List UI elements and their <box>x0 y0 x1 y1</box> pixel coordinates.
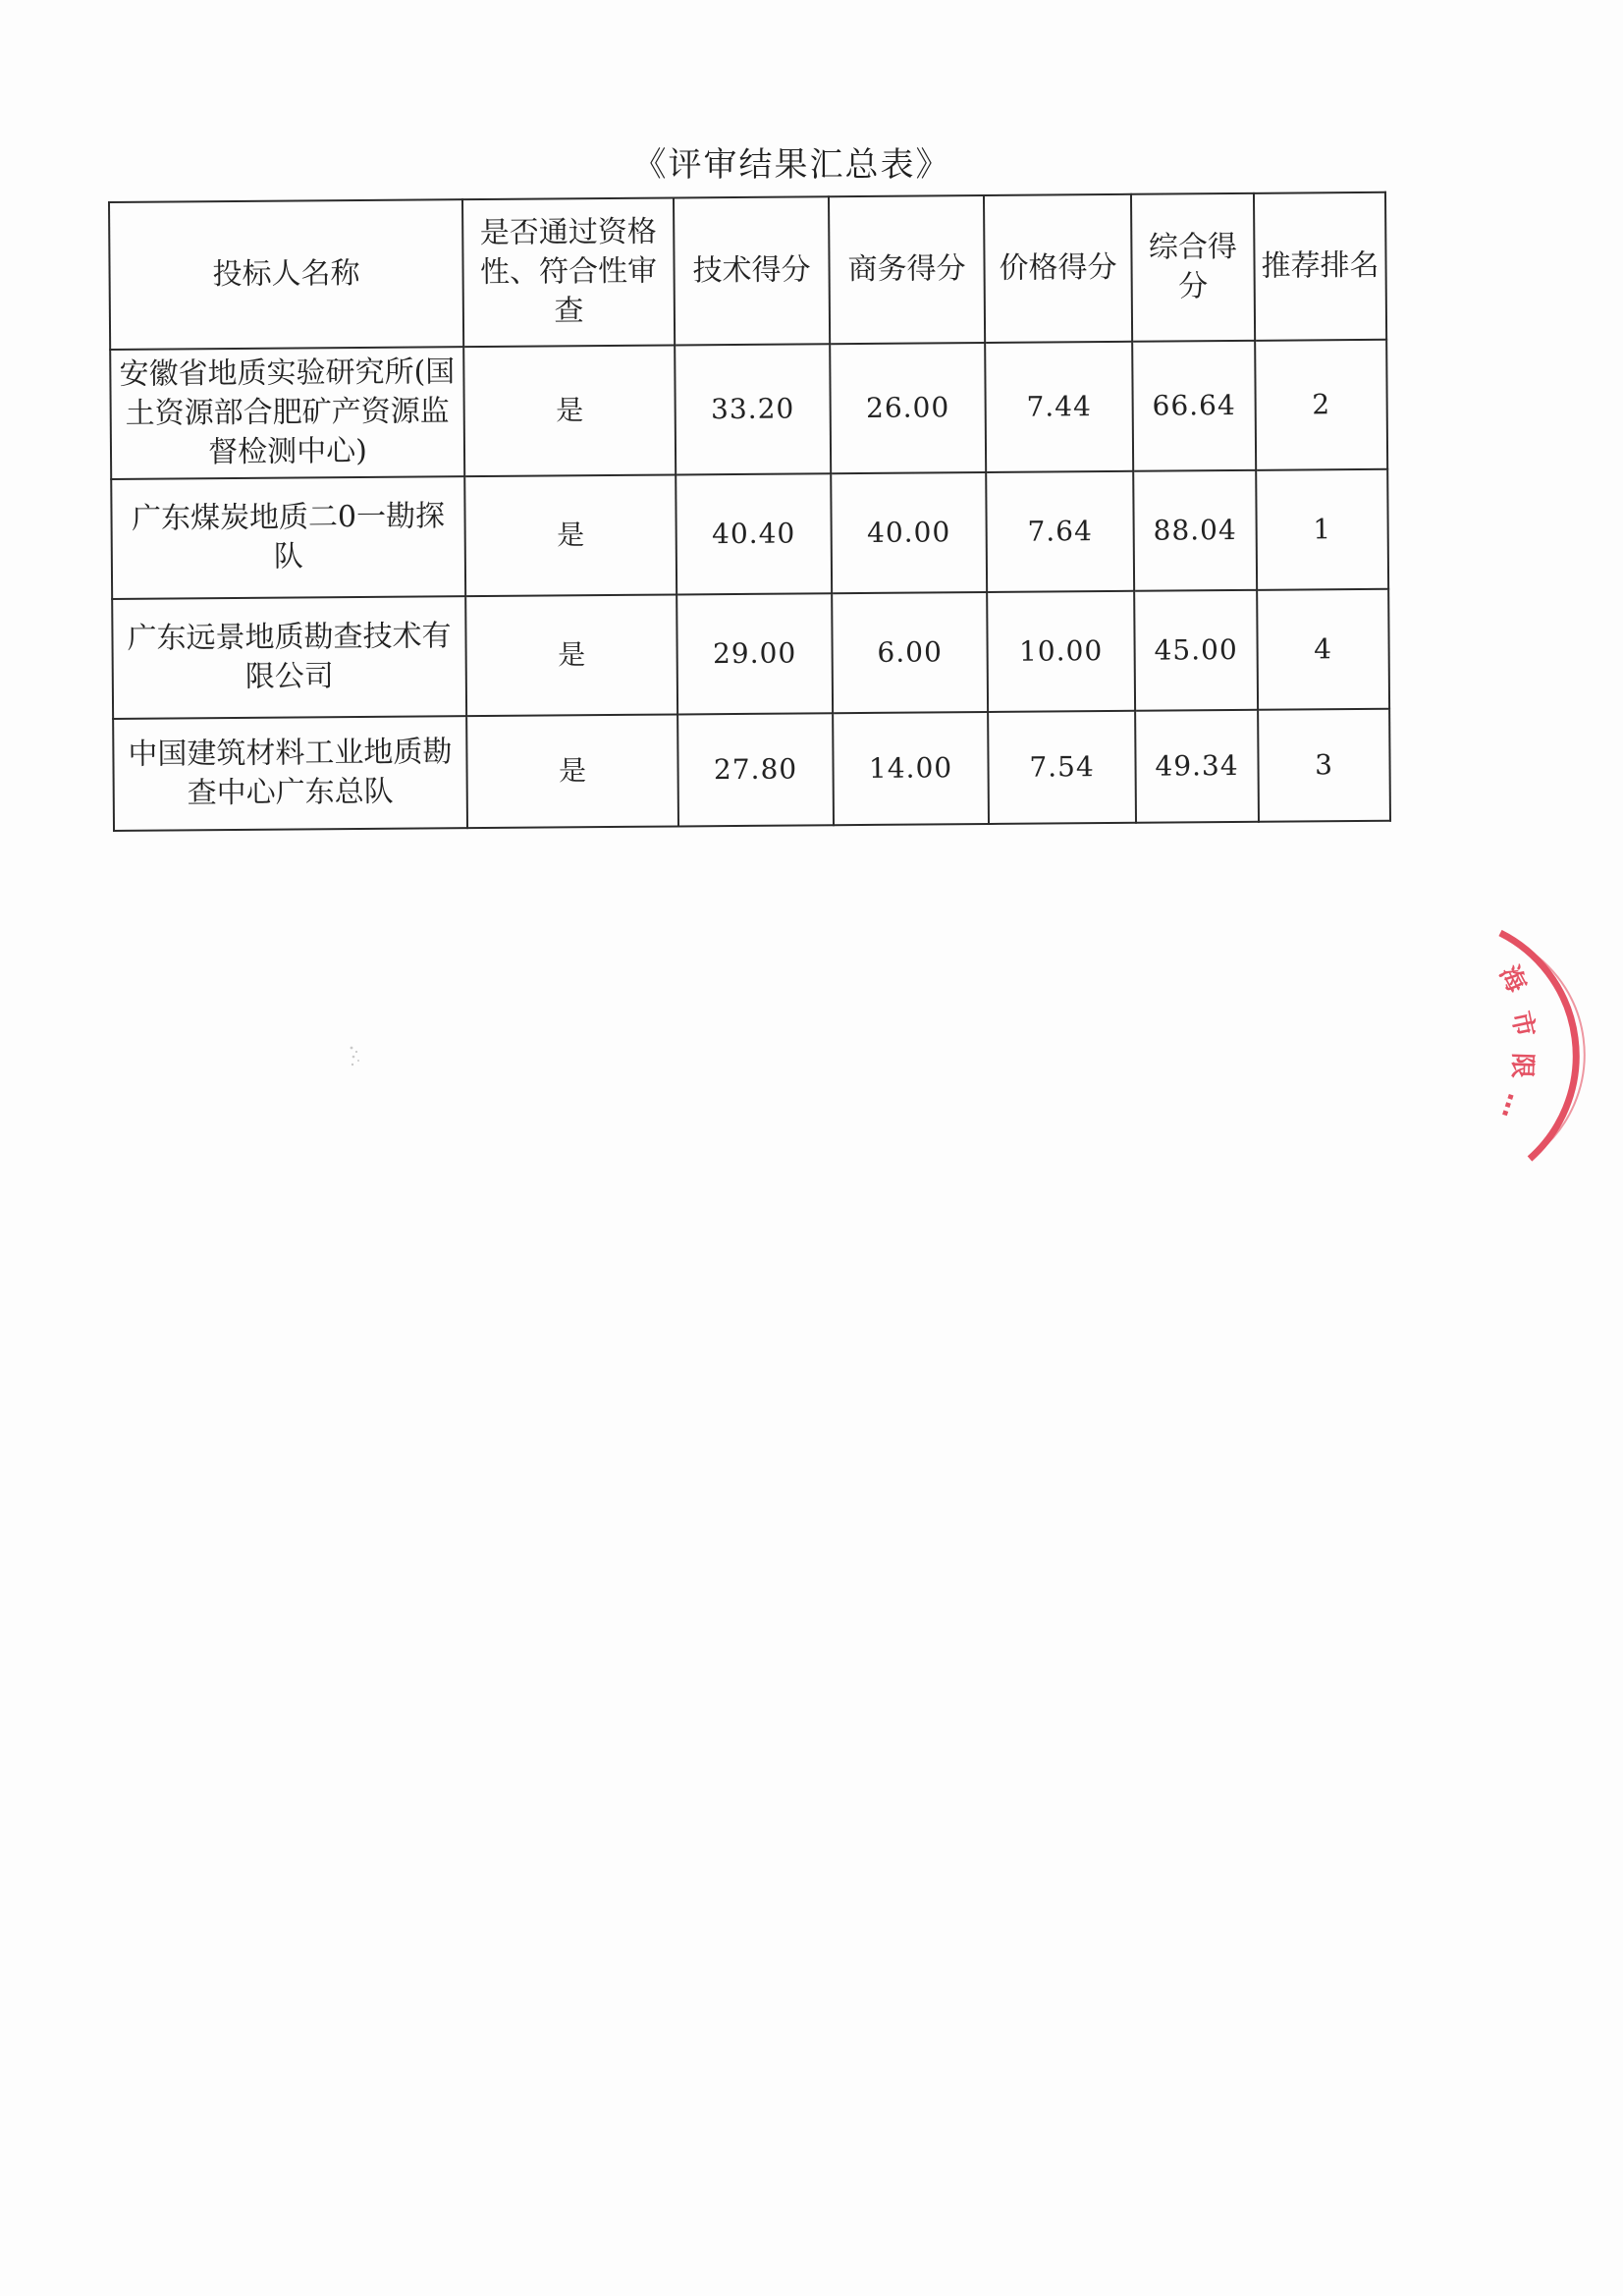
header-total-score: 综合得分 <box>1131 193 1255 342</box>
header-price-score: 价格得分 <box>984 194 1132 343</box>
cell-business-score: 40.00 <box>831 472 987 593</box>
cell-qualification: 是 <box>465 594 677 716</box>
cell-business-score: 26.00 <box>830 343 986 473</box>
table-row <box>111 469 1388 599</box>
svg-text:市: 市 <box>1505 1009 1541 1040</box>
cell-qualification: 是 <box>464 474 676 596</box>
cell-technical-score: 27.80 <box>677 713 834 826</box>
cell-rank: 2 <box>1255 340 1387 470</box>
cell-bidder-name: 中国建筑材料工业地质勘查中心广东总队 <box>113 716 467 831</box>
cell-total-score: 88.04 <box>1133 470 1257 591</box>
header-business-score: 商务得分 <box>829 195 985 344</box>
cell-technical-score: 29.00 <box>676 593 833 714</box>
cell-rank: 3 <box>1258 709 1390 822</box>
evaluation-summary-table <box>108 191 1391 832</box>
header-qualification-check: 是否通过资格性、符合性审查 <box>462 197 675 347</box>
cell-qualification: 是 <box>466 714 678 828</box>
cell-price-score: 7.64 <box>986 471 1134 592</box>
svg-text:海: 海 <box>1492 960 1532 998</box>
header-technical-score: 技术得分 <box>674 196 830 345</box>
table-row <box>113 709 1390 831</box>
cell-business-score: 6.00 <box>832 592 988 713</box>
cell-total-score: 49.34 <box>1135 710 1259 823</box>
official-seal-stamp <box>1490 923 1623 1169</box>
cell-price-score: 10.00 <box>987 591 1135 712</box>
cell-bidder-name: 安徽省地质实验研究所(国土资源部合肥矿产资源监督检测中心) <box>110 347 464 479</box>
cell-technical-score: 40.40 <box>676 473 832 594</box>
header-bidder-name: 投标人名称 <box>109 199 463 350</box>
cell-qualification: 是 <box>463 345 676 476</box>
cell-rank: 4 <box>1257 589 1389 710</box>
cell-technical-score: 33.20 <box>675 344 831 474</box>
cell-price-score: 7.54 <box>988 711 1136 824</box>
cell-business-score: 14.00 <box>833 712 989 825</box>
seal-text-fragment <box>1493 961 1540 1123</box>
cell-rank: 1 <box>1256 469 1388 590</box>
table-header-row <box>109 192 1386 350</box>
scan-artifact <box>346 1043 365 1070</box>
svg-text:限: 限 <box>1506 1052 1538 1079</box>
document-title: 《评审结果汇总表》 <box>632 145 951 185</box>
header-recommended-rank: 推荐排名 <box>1254 192 1386 341</box>
cell-total-score: 66.64 <box>1132 341 1256 471</box>
cell-total-score: 45.00 <box>1134 590 1258 711</box>
cell-price-score: 7.44 <box>985 342 1133 472</box>
table-row <box>110 340 1387 479</box>
table-row <box>112 589 1389 719</box>
svg-text:…: … <box>1494 1089 1532 1123</box>
evaluation-summary-table-container <box>108 191 1389 832</box>
cell-bidder-name: 广东煤炭地质二0一勘探队 <box>111 476 465 599</box>
cell-bidder-name: 广东远景地质勘查技术有限公司 <box>112 596 466 719</box>
